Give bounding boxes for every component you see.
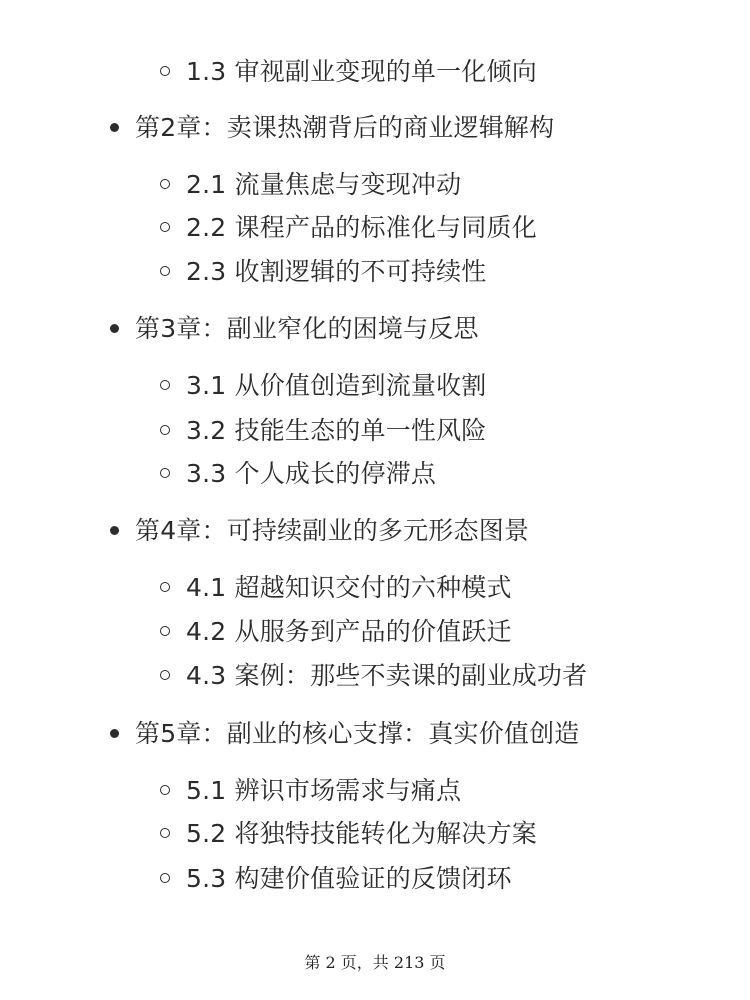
- toc-section-item: [160, 818, 537, 850]
- disc-bullet-icon: [110, 526, 119, 535]
- circle-bullet-icon: [160, 785, 170, 795]
- circle-bullet-icon: [160, 626, 170, 636]
- toc-item-text: 5.3 构建价值验证的反馈闭环: [186, 864, 512, 893]
- circle-bullet-icon: [160, 266, 170, 276]
- toc-item-text: 5.1 辨识市场需求与痛点: [186, 776, 462, 805]
- circle-bullet-icon: [160, 582, 170, 592]
- circle-bullet-icon: [160, 222, 170, 232]
- circle-bullet-icon: [160, 828, 170, 838]
- toc-section-item: [160, 212, 537, 244]
- toc-section-item: [160, 256, 487, 288]
- circle-bullet-icon: [160, 380, 170, 390]
- circle-bullet-icon: [160, 468, 170, 478]
- toc-item-text: 第5章：副业的核心支撑：真实价值创造: [135, 719, 580, 748]
- circle-bullet-icon: [160, 873, 170, 883]
- toc-item-text: 3.3 个人成长的停滞点: [186, 459, 437, 488]
- toc-section-item: [160, 415, 487, 447]
- toc-item-text: 第4章：可持续副业的多元形态图景: [135, 516, 530, 545]
- toc-section-item: [160, 616, 512, 648]
- disc-bullet-icon: [110, 324, 119, 333]
- toc-item-text: 2.2 课程产品的标准化与同质化: [186, 213, 537, 242]
- toc-chapter-item: [110, 515, 529, 547]
- toc-item-text: 2.1 流量焦虑与变现冲动: [186, 170, 462, 199]
- toc-section-item: [160, 572, 512, 604]
- page-number-footer: 第 2 页，共 213 页: [304, 953, 446, 972]
- toc-item-text: 4.3 案例：那些不卖课的副业成功者: [186, 661, 588, 690]
- toc-section-item: [160, 169, 461, 201]
- toc-section-item: [160, 370, 487, 402]
- toc-section-item: [160, 660, 587, 692]
- toc-item-text: 4.1 超越知识交付的六种模式: [186, 573, 512, 602]
- toc-item-text: 3.2 技能生态的单一性风险: [186, 416, 487, 445]
- disc-bullet-icon: [110, 123, 119, 132]
- toc-item-text: 5.2 将独特技能转化为解决方案: [186, 819, 537, 848]
- toc-item-text: 1.3 审视副业变现的单一化倾向: [186, 57, 537, 86]
- circle-bullet-icon: [160, 179, 170, 189]
- disc-bullet-icon: [110, 729, 119, 738]
- toc-item-text: 4.2 从服务到产品的价值跃迁: [186, 617, 512, 646]
- toc-item-text: 第2章：卖课热潮背后的商业逻辑解构: [135, 113, 555, 142]
- toc-chapter-item: [110, 313, 479, 345]
- toc-section-item: [160, 458, 436, 490]
- toc-item-text: 2.3 收割逻辑的不可持续性: [186, 257, 487, 286]
- toc-section-item: [160, 863, 512, 895]
- circle-bullet-icon: [160, 425, 170, 435]
- circle-bullet-icon: [160, 66, 170, 76]
- toc-item-text: 3.1 从价值创造到流量收割: [186, 371, 487, 400]
- toc-item-text: 第3章：副业窄化的困境与反思: [135, 314, 479, 343]
- toc-chapter-item: [110, 112, 554, 144]
- toc-section-item: [160, 775, 461, 807]
- toc-section-item: [160, 56, 537, 88]
- circle-bullet-icon: [160, 670, 170, 680]
- toc-chapter-item: [110, 718, 580, 750]
